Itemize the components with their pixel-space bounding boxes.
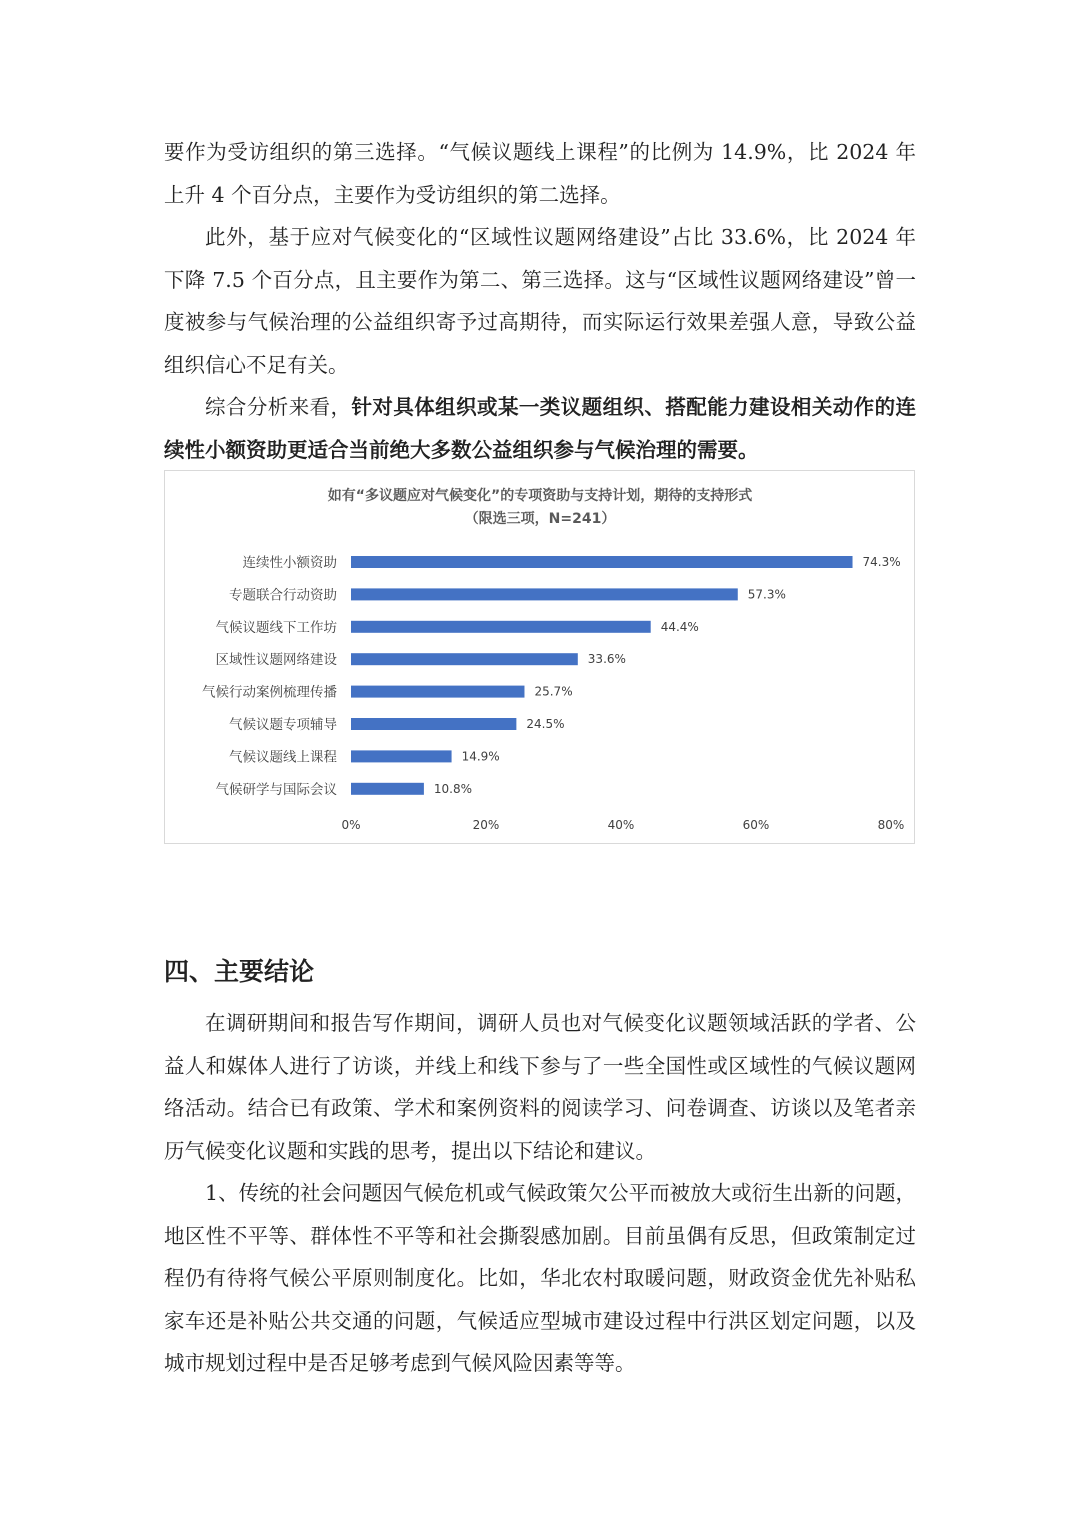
category-label: 气候议题线上课程 (229, 749, 337, 766)
bar (351, 556, 853, 568)
body-paragraph-3 (164, 386, 916, 471)
category-label: 气候议题专项辅导 (229, 717, 337, 733)
x-tick-label: 20% (472, 818, 500, 832)
bar (351, 588, 738, 600)
value-label: 57.3% (747, 587, 786, 602)
body-paragraph-5: 1、传统的社会问题因气候危机或气候政策欠公平而被放大或衍生出新的问题，地区性不平等、群体性不平等和社会撕裂感加剧。目前虽偶有反思，但政策制定过程仍有待将气候公平原则制度化。比如，华北农村取暖问题，财政资金优先补贴私家车还是补贴公共交通的问题，气候适应型城市建设过程中行洪区划定问题，以及城市规划过程中是否足够考虑到气候风险因素等等。 (164, 1181, 916, 1375)
category-label: 区域性议题网络建设 (215, 652, 337, 669)
body-paragraph-1: 要作为受访组织的第三选择。“气候议题线上课程”的比例为 14.9%，比 2024 年上升 4 个百分点，主要作为受访组织的第二选择。 (164, 140, 916, 207)
category-label: 气候行动案例梳理传播 (202, 684, 337, 701)
bar (351, 686, 524, 698)
category-label: 专题联合行动资助 (229, 587, 337, 604)
bar (351, 783, 424, 795)
chart-canvas (165, 471, 916, 845)
bar (351, 653, 578, 665)
category-label: 气候议题线下工作坊 (215, 619, 337, 636)
x-tick-label: 0% (341, 818, 361, 832)
bar (351, 718, 516, 730)
section-heading: 四、主要结论 (164, 957, 315, 986)
bar-chart (164, 470, 915, 844)
value-label: 33.6% (587, 652, 626, 667)
chart-title: 如有“多议题应对气候变化”的专项资助与支持计划，期待的支持形式 (327, 488, 753, 504)
value-label: 44.4% (660, 619, 699, 634)
paragraph-3-emphasis: 针对具体组织或某一类议题组织、搭配能力建设相关动作的连续性小额资助更适合当前绝大多数公益组织参与气候治理的需要。 (164, 395, 917, 462)
value-label: 25.7% (534, 684, 573, 699)
body-paragraph-2: 此外，基于应对气候变化的“区域性议题网络建设”占比 33.6%，比 2024 年下降 7.5 个百分点，且主要作为第二、第三选择。这与“区域性议题网络建设”曾一度被参与气候治理的公益组织寄予过高期待，而实际运行效果差强人意，导致公益组织信心不足有关。 (164, 225, 916, 377)
x-tick-label: 80% (877, 818, 905, 832)
value-label: 74.3% (862, 555, 901, 569)
x-tick-label: 60% (742, 818, 770, 832)
x-tick-label: 40% (607, 818, 635, 832)
bar (351, 750, 452, 762)
chart-subtitle: （限选三项，N=241） (464, 511, 616, 527)
body-paragraph-4: 在调研期间和报告写作期间，调研人员也对气候变化议题领域活跃的学者、公益人和媒体人进行了访谈，并线上和线下参与了一些全国性或区域性的气候议题网络活动。结合已有政策、学术和案例资料的阅读学习、问卷调查、访谈以及笔者亲历气候变化议题和实践的思考，提出以下结论和建议。 (164, 1011, 916, 1163)
paragraph-3-lead: 综合分析来看， (205, 395, 352, 419)
value-label: 24.5% (526, 717, 565, 731)
bar (351, 621, 651, 633)
bars-layer (202, 554, 904, 832)
category-label: 气候研学与国际会议 (215, 781, 337, 798)
category-label: 连续性小额资助 (242, 555, 337, 571)
value-label: 10.8% (433, 781, 473, 796)
value-label: 14.9% (461, 749, 500, 764)
